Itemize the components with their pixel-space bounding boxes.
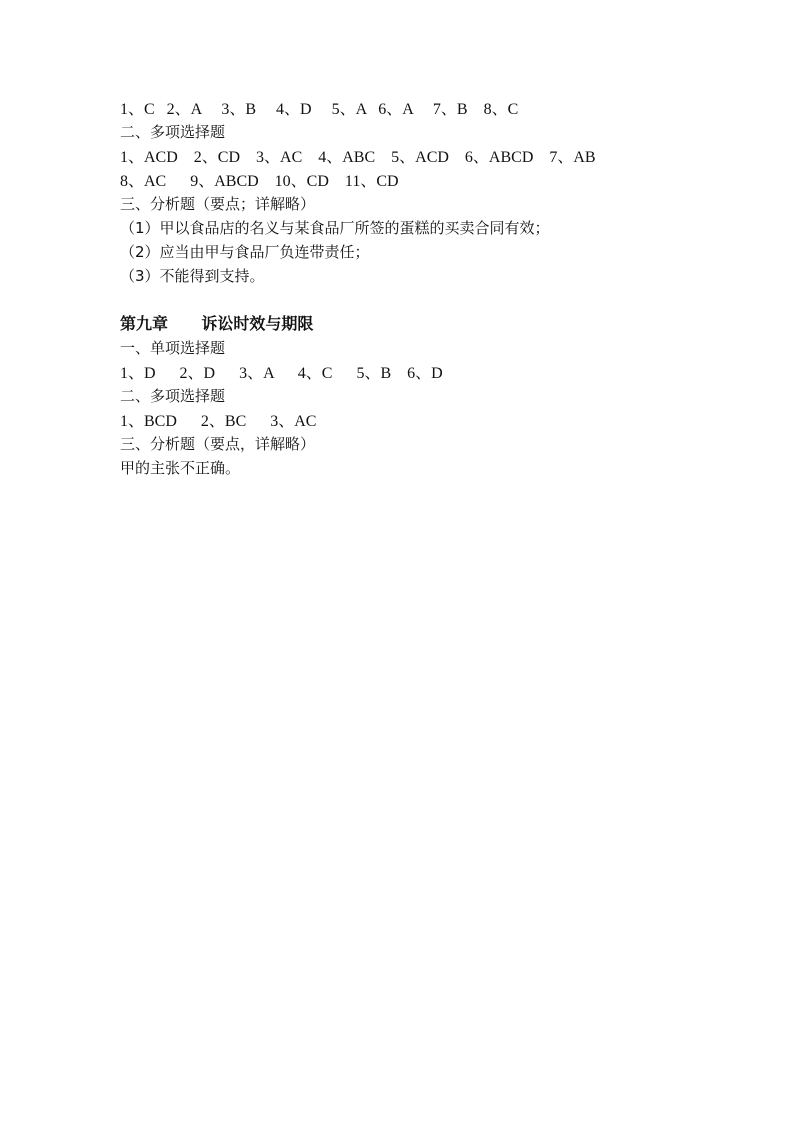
multi-choice-answers-line2: 8、AC 9、ABCD 10、CD 11、CD [120,173,399,190]
multi-choice-answers-line1: 1、ACD 2、CD 3、AC 4、ABC 5、ACD 6、ABCD 7、AB [120,149,596,166]
chapter9-single-choice-answers: 1、D 2、D 3、A 4、C 5、B 6、D [120,365,443,382]
analysis-point-2: （2）应当由甲与食品厂负连带责任； [120,243,370,261]
single-choice-answers: 1、C 2、A 3、B 4、D 5、A 6、A 7、B 8、C [120,101,519,118]
multi-choice-heading: 二、多项选择题 [120,123,226,141]
chapter9-multi-choice-answers: 1、BCD 2、BC 3、AC [120,413,317,430]
single-choice-heading: 一、单项选择题 [120,339,226,357]
analysis-point-1: （1）甲以食品店的名义与某食品厂所签的蛋糕的买卖合同有效； [120,219,550,237]
analysis-point-3: （3）不能得到支持。 [120,267,265,285]
chapter-title: 第九章 诉讼时效与期限 [120,314,314,333]
chapter9-multi-choice-heading: 二、多项选择题 [120,387,226,405]
analysis-heading: 三、分析题（要点；详解略） [120,195,316,213]
chapter9-analysis-heading: 三、分析题（要点，详解略） [120,435,316,453]
chapter9-analysis-text: 甲的主张不正确。 [120,459,241,477]
